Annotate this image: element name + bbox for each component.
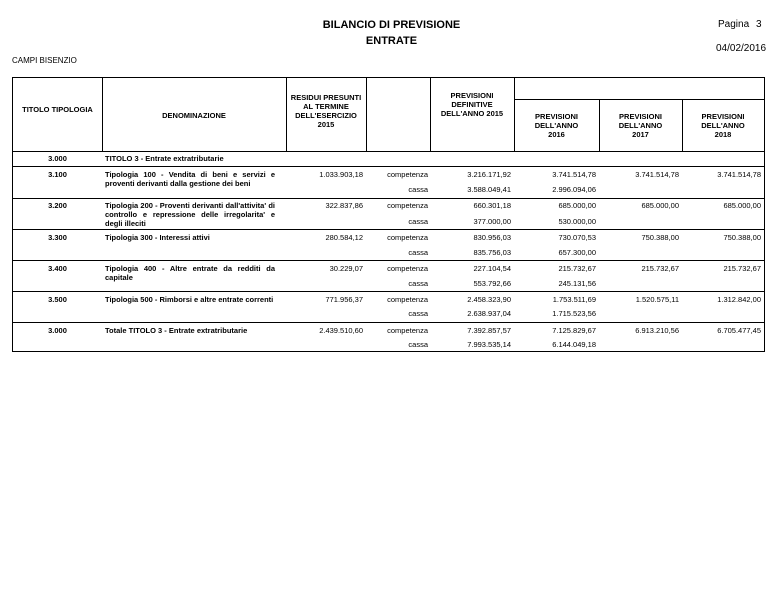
header-previsioni-definitive: PREVISIONI DEFINITIVE DELL'ANNO 2015 <box>440 91 504 118</box>
header-titolo: TITOLO TIPOLOGIA <box>22 105 93 114</box>
entity-name: CAMPI BISENZIO <box>12 56 77 65</box>
page-number: 3 <box>756 19 762 30</box>
header-residui: RESIDUI PRESUNTI AL TERMINE DELL'ESERCIZIO 2015 <box>290 93 362 129</box>
header-previsioni-2016: PREVISIONI DELL'ANNO 2016 <box>534 112 579 139</box>
document-date: 04/02/2016 <box>716 43 767 54</box>
page-label: Pagina <box>718 19 750 30</box>
header-previsioni-2018: PREVISIONI DELL'ANNO 2018 <box>701 112 745 139</box>
document-subtitle: ENTRATE <box>365 35 418 47</box>
budget-table: TITOLO TIPOLOGIA DENOMINAZIONE RESIDUI PRESUNTI AL TERMINE DELL'ESERCIZIO 2015 PREVISIONI DEFINITIVE DELL'ANNO 2015 PREVISIONI DELL'ANNO 2016 PREVISIONI DELL'ANNO 2017 PREVISIONI DELL'ANNO 2018 3.000 TITOLO 3 - Entrate extratributarie 3.100 Tipologia 100 - Vendita di beni e servizi e proventi derivanti dalla gestione dei beni 1.033.903,18 competenza 3.216.171,92 3.741.514,78 3.741.514,78 3.741.514,78 cassa 3.588.049,41 2.996.094,06 3.200 Tipologia 200 - Proventi derivanti dall'attivita' di controllo e repressione delle irregolarita' e degli illeciti 322.837,86 competenza 660.301,18 685.000,00 685.000,00 685.000,00 cassa 377.000,00 530.000,00 3.300 Tipologia 300 - Interessi attivi 280.584,12 competenza 830.956,03 730.070,53 750.388,00 750.388,00 cassa 835.756,03 657.300,00 3.400 Tipologia 400 - Altre entrate da redditi da capitale 30.229,07 competenza 227.104,54 215.732,67 215.732,67 215.732,67 cassa 553.792,66 245.131,56 3.500 Tipologia 500 - Rimborsi e altre entrate correnti 771.956,37 competenza 2.458.323,90 1.753.511,69 1.520.575,11 1.312.842,00 cassa 2.638.937,04 1.715.523,56 3.000 Totale TITOLO 3 - Entrate extratributarie 2.439.510,60 competenza 7.392.857,57 7.125.829,67 6.913.210,56 6.705.477,45 cassa 7.993.535,14 6.144.049,18 <box>12 77 765 352</box>
header-denominazione: DENOMINAZIONE <box>162 111 226 120</box>
document-title: BILANCIO DI PREVISIONE <box>322 19 461 31</box>
header-previsioni-2017: PREVISIONI DELL'ANNO 2017 <box>618 112 663 139</box>
